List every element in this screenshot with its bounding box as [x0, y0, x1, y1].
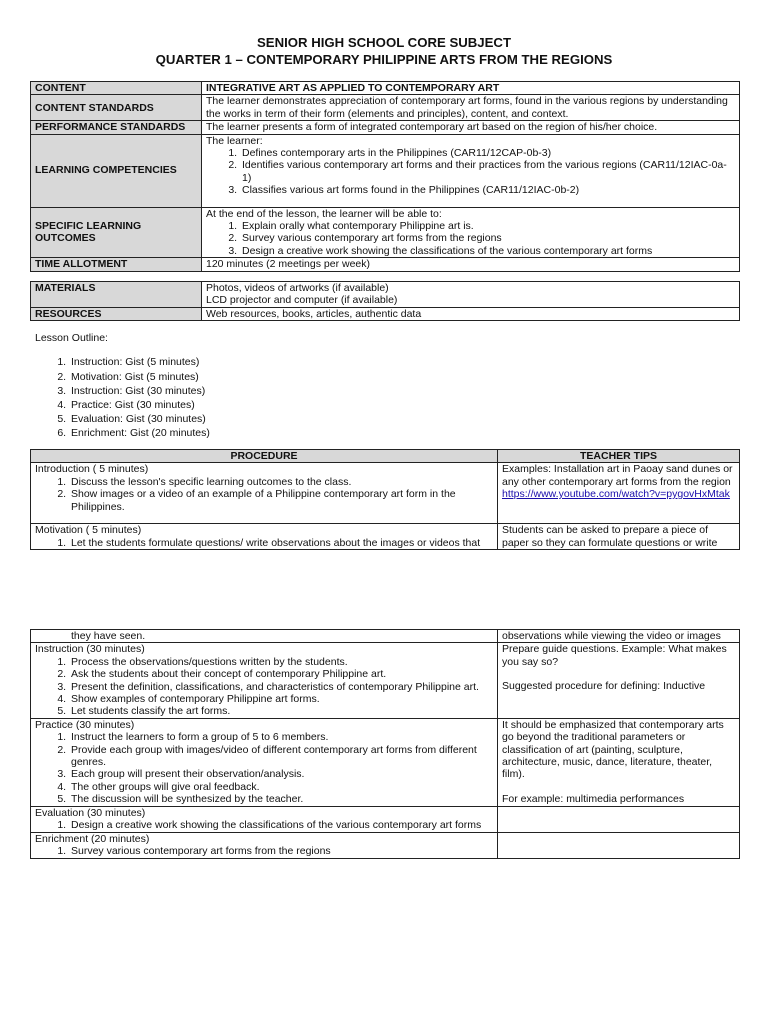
- enrichment-list: [35, 845, 493, 857]
- list-item: 4. Show examples of contemporary Philippine art forms.: [69, 693, 493, 705]
- motivation-row: [31, 524, 740, 550]
- instruction-tip: [498, 643, 740, 718]
- list-item: 1. Let the students formulate questions/ write observations about the images or videos that: [69, 537, 493, 549]
- list-item: 1. Discuss the lesson's specific learning outcomes to the class.: [69, 476, 493, 488]
- lesson-outline-list: [35, 355, 210, 440]
- resources-row: [31, 307, 740, 320]
- continued-tip: observations while viewing the video or images: [498, 630, 740, 643]
- procedure-table-continued: [30, 629, 740, 859]
- practice-procedure: [31, 718, 498, 806]
- time-allotment-row: [31, 258, 740, 271]
- practice-list: [35, 731, 493, 805]
- procedure-column-header: PROCEDURE: [31, 450, 498, 463]
- enrichment-row: [31, 832, 740, 858]
- evaluation-title: Evaluation (30 minutes): [35, 806, 146, 819]
- list-item: 1. Process the observations/questions written by the students.: [69, 656, 493, 668]
- specific-outcomes-value: [202, 207, 740, 258]
- content-standards-row: [31, 95, 740, 121]
- list-item: 3. Each group will present their observation/analysis.: [69, 768, 493, 780]
- motivation-list: [35, 537, 493, 549]
- introduction-tip-text: Examples: Installation art in Paoay sand dunes or any other contemporary art forms from the region: [502, 463, 733, 488]
- introduction-procedure: [31, 463, 498, 524]
- list-item: 1. Survey various contemporary art forms from the regions: [69, 845, 493, 857]
- specific-outcomes-row: [31, 207, 740, 258]
- practice-row: [31, 718, 740, 806]
- introduction-tip: [498, 463, 740, 524]
- materials-row: [31, 282, 740, 308]
- lesson-outline: [35, 332, 210, 441]
- instruction-list: [35, 656, 493, 718]
- evaluation-procedure: [31, 806, 498, 832]
- teacher-tips-column-header: TEACHER TIPS: [498, 450, 740, 463]
- list-item: 1. Explain orally what contemporary Philippine art is.: [240, 220, 735, 232]
- outcomes-intro: At the end of the lesson, the learner will be able to:: [206, 207, 442, 220]
- content-label: CONTENT: [31, 82, 202, 95]
- list-item: 2. Ask the students about their concept of contemporary Philippine art.: [69, 668, 493, 680]
- list-item: 2. Show images or a video of an example of a Philippine contemporary art form in the Philippines.: [69, 488, 493, 513]
- evaluation-list: [35, 819, 493, 831]
- list-item: 2. Provide each group with images/video of different contemporary art forms from different genres.: [69, 744, 493, 769]
- document-header: [0, 35, 768, 68]
- header-line-2: QUARTER 1 – CONTEMPORARY PHILIPPINE ARTS FROM THE REGIONS: [155, 51, 613, 67]
- outcomes-list: [206, 220, 735, 257]
- list-item: 2. Identifies various contemporary art forms and their practices from the various regions (CAR11/12IAC-0a-1): [240, 159, 735, 184]
- continued-procedure: they have seen.: [31, 630, 498, 643]
- instruction-title: Instruction (30 minutes): [35, 643, 145, 656]
- list-item: 3. Classifies various art forms found in the Philippines (CAR11/12IAC-0b-2): [240, 184, 735, 196]
- evaluation-row: [31, 806, 740, 832]
- time-allotment-value: 120 minutes (2 meetings per week): [202, 258, 740, 271]
- enrichment-procedure: [31, 832, 498, 858]
- header-line-1: SENIOR HIGH SCHOOL CORE SUBJECT: [256, 35, 511, 50]
- resources-value: Web resources, books, articles, authentic data: [202, 307, 740, 320]
- introduction-video-link[interactable]: https://www.youtube.com/watch?v=pygovHxMtak: [502, 488, 730, 501]
- resources-label: RESOURCES: [31, 307, 202, 320]
- enrichment-tip: [498, 832, 740, 858]
- instruction-tip-2: Suggested procedure for defining: Inductive: [502, 680, 706, 693]
- lesson-outline-title: Lesson Outline:: [35, 332, 108, 344]
- motivation-title: Motivation ( 5 minutes): [35, 524, 142, 537]
- list-item: 3. Design a creative work showing the classifications of the various contemporary art forms: [240, 245, 735, 257]
- materials-value: [202, 282, 740, 308]
- list-item: 1. Design a creative work showing the classifications of the various contemporary art forms: [69, 819, 493, 831]
- learning-competencies-label: LEARNING COMPETENCIES: [31, 134, 202, 207]
- continued-row: [31, 630, 740, 643]
- list-item: 4. The other groups will give oral feedback.: [69, 781, 493, 793]
- instruction-tip-1: Prepare guide questions. Example: What makes you say so?: [502, 643, 727, 668]
- materials-line-2: LCD projector and computer (if available): [206, 294, 398, 307]
- performance-standards-value: The learner presents a form of integrated contemporary art based on the region of his/her choice.: [202, 121, 740, 134]
- list-item: 5. The discussion will be synthesized by the teacher.: [69, 793, 493, 805]
- procedure-table: [30, 449, 740, 550]
- introduction-list: [35, 476, 493, 513]
- list-item: 1. Instruction: Gist (5 minutes): [69, 355, 210, 369]
- competencies-intro: The learner:: [206, 134, 263, 147]
- instruction-row: [31, 643, 740, 718]
- overview-table: [30, 81, 740, 272]
- list-item: 2. Motivation: Gist (5 minutes): [69, 370, 210, 384]
- introduction-title: Introduction ( 5 minutes): [35, 463, 149, 476]
- list-item: 5. Let students classify the art forms.: [69, 705, 493, 717]
- materials-label: MATERIALS: [31, 282, 202, 308]
- practice-title: Practice (30 minutes): [35, 718, 135, 731]
- materials-table: [30, 281, 740, 321]
- specific-outcomes-label: SPECIFIC LEARNING OUTCOMES: [31, 207, 202, 258]
- list-item: 4. Practice: Gist (30 minutes): [69, 398, 210, 412]
- list-item: 2. Survey various contemporary art forms from the regions: [240, 232, 735, 244]
- content-standards-value: The learner demonstrates appreciation of contemporary art forms, found in the various regions by understanding the works in term of their form (elements and principles), content, and context.: [202, 95, 740, 121]
- evaluation-tip: [498, 806, 740, 832]
- content-standards-label: CONTENT STANDARDS: [31, 95, 202, 121]
- practice-tip: [498, 718, 740, 806]
- list-item: 5. Evaluation: Gist (30 minutes): [69, 412, 210, 426]
- learning-competencies-row: [31, 134, 740, 207]
- list-item: 3. Instruction: Gist (30 minutes): [69, 384, 210, 398]
- motivation-procedure: [31, 524, 498, 550]
- time-allotment-label: TIME ALLOTMENT: [31, 258, 202, 271]
- content-value: INTEGRATIVE ART AS APPLIED TO CONTEMPORARY ART: [202, 82, 740, 95]
- performance-standards-row: [31, 121, 740, 134]
- learning-competencies-value: [202, 134, 740, 207]
- motivation-tip: Students can be asked to prepare a piece of paper so they can formulate questions or write: [498, 524, 740, 550]
- list-item: 1. Defines contemporary arts in the Philippines (CAR11/12CAP-0b-3): [240, 147, 735, 159]
- instruction-procedure: [31, 643, 498, 718]
- materials-line-1: Photos, videos of artworks (if available): [206, 282, 389, 294]
- practice-tip-1: It should be emphasized that contemporary arts go beyond the traditional parameters or classification of art (painting, sculpture, architecture, music, dance, literature, theater, film).: [502, 718, 724, 781]
- introduction-row: [31, 463, 740, 524]
- enrichment-title: Enrichment (20 minutes): [35, 832, 150, 845]
- list-item: 1. Instruct the learners to form a group of 5 to 6 members.: [69, 731, 493, 743]
- procedure-header-row: [31, 450, 740, 463]
- competencies-list: [206, 147, 735, 197]
- list-item: 3. Present the definition, classifications, and characteristics of contemporary Philippine art.: [69, 681, 493, 693]
- practice-tip-2: For example: multimedia performances: [502, 792, 685, 805]
- content-row: [31, 82, 740, 95]
- performance-standards-label: PERFORMANCE STANDARDS: [31, 121, 202, 134]
- list-item: 6. Enrichment: Gist (20 minutes): [69, 426, 210, 440]
